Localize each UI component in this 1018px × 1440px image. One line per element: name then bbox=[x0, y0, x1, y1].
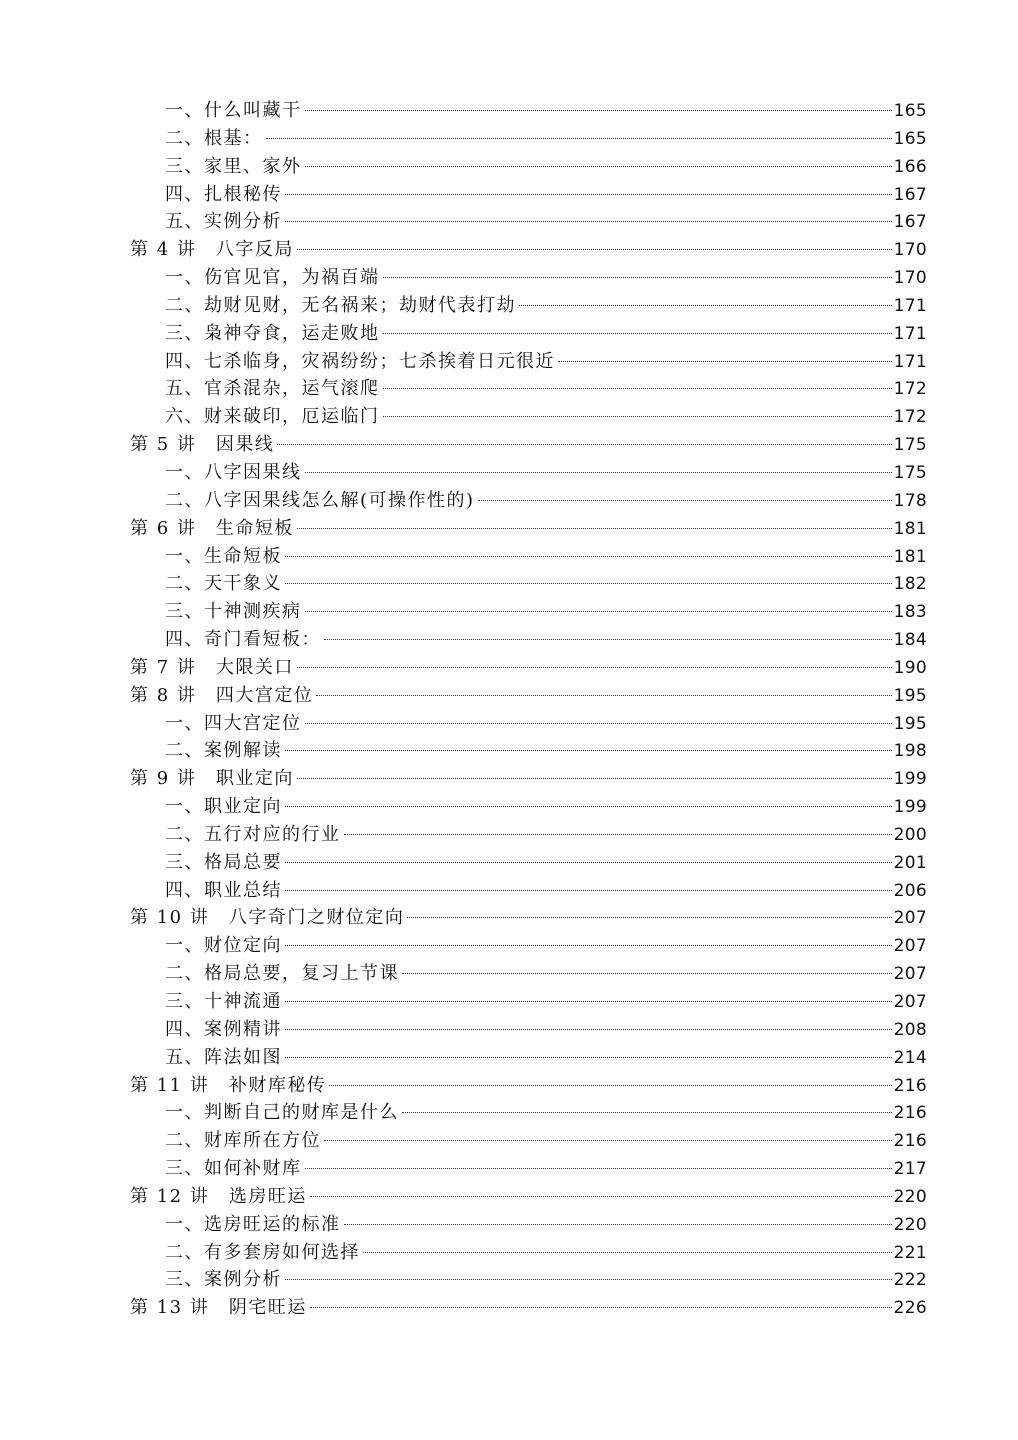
toc-section-entry[interactable] bbox=[130, 932, 927, 960]
toc-entry-title: 四、职业总结 bbox=[165, 879, 282, 901]
toc-dot-leader bbox=[285, 556, 892, 557]
toc-dot-leader bbox=[316, 695, 891, 696]
toc-entry-page-number: 175 bbox=[893, 462, 927, 483]
toc-entry-title: 三、案例分析 bbox=[165, 1269, 282, 1291]
toc-entry-title: 一、四大宫定位 bbox=[165, 712, 302, 734]
toc-section-entry[interactable] bbox=[130, 737, 927, 765]
toc-section-entry[interactable] bbox=[130, 264, 927, 292]
toc-section-entry[interactable] bbox=[130, 598, 927, 626]
toc-entry-page-number: 181 bbox=[893, 546, 927, 567]
toc-dot-leader bbox=[266, 138, 892, 139]
toc-section-entry[interactable] bbox=[130, 1211, 927, 1239]
toc-entry-page-number: 200 bbox=[893, 824, 927, 845]
toc-dot-leader bbox=[383, 416, 892, 417]
toc-entry-title: 一、选房旺运的标准 bbox=[165, 1213, 341, 1235]
toc-dot-leader bbox=[297, 528, 892, 529]
toc-entry-title: 五、实例分析 bbox=[165, 211, 282, 233]
toc-section-entry[interactable] bbox=[130, 1155, 927, 1183]
toc-entry-title: 一、财位定向 bbox=[165, 935, 282, 957]
toc-section-entry[interactable] bbox=[130, 793, 927, 821]
toc-entry-title: 三、格局总要 bbox=[165, 851, 282, 873]
toc-entry-page-number: 216 bbox=[893, 1075, 927, 1096]
toc-dot-leader bbox=[519, 305, 892, 306]
toc-entry-page-number: 199 bbox=[893, 797, 927, 818]
toc-dot-leader bbox=[305, 472, 892, 473]
toc-entry-page-number: 214 bbox=[893, 1047, 927, 1068]
toc-dot-leader bbox=[285, 194, 892, 195]
toc-dot-leader bbox=[383, 333, 892, 334]
toc-entry-title: 第 11 讲 补财库秘传 bbox=[130, 1074, 327, 1096]
toc-dot-leader bbox=[297, 249, 892, 250]
toc-entry-title: 二、案例解读 bbox=[165, 740, 282, 762]
toc-dot-leader bbox=[310, 1307, 892, 1308]
toc-dot-leader bbox=[402, 1112, 892, 1113]
toc-entry-page-number: 178 bbox=[893, 490, 927, 511]
toc-dot-leader bbox=[324, 639, 892, 640]
toc-section-entry[interactable] bbox=[130, 1099, 927, 1127]
toc-entry-title: 三、十神流通 bbox=[165, 991, 282, 1012]
table-of-contents bbox=[130, 97, 927, 1322]
toc-section-entry[interactable] bbox=[130, 570, 927, 598]
toc-chapter-entry[interactable] bbox=[130, 1294, 927, 1322]
toc-entry-page-number: 182 bbox=[893, 574, 927, 595]
toc-entry-title: 五、官杀混杂，运气滚爬 bbox=[165, 378, 380, 400]
toc-entry-title: 四、七杀临身，灾祸纷纷；七杀挨着日元很近 bbox=[165, 350, 555, 372]
toc-entry-page-number: 184 bbox=[893, 630, 927, 651]
toc-entry-title: 一、职业定向 bbox=[165, 796, 282, 818]
toc-entry-page-number: 165 bbox=[893, 101, 927, 121]
toc-entry-title: 四、扎根秘传 bbox=[165, 183, 282, 205]
toc-dot-leader bbox=[285, 221, 892, 222]
toc-section-entry[interactable] bbox=[130, 487, 927, 515]
toc-entry-title: 第 12 讲 选房旺运 bbox=[130, 1185, 307, 1207]
toc-dot-leader bbox=[478, 500, 892, 501]
toc-section-entry[interactable] bbox=[130, 877, 927, 905]
toc-entry-page-number: 222 bbox=[893, 1270, 927, 1291]
toc-dot-leader bbox=[305, 166, 892, 167]
toc-section-entry[interactable] bbox=[130, 710, 927, 738]
toc-chapter-entry[interactable] bbox=[130, 236, 927, 264]
toc-dot-leader bbox=[285, 1029, 892, 1030]
toc-entry-page-number: 170 bbox=[893, 268, 927, 289]
toc-entry-page-number: 175 bbox=[893, 435, 927, 456]
toc-entry-page-number: 207 bbox=[893, 992, 927, 1012]
toc-entry-title: 第 7 讲 大限关口 bbox=[130, 656, 294, 678]
toc-entry-page-number: 198 bbox=[893, 741, 927, 762]
toc-entry-title: 二、格局总要，复习上节课 bbox=[165, 963, 399, 985]
toc-dot-leader bbox=[402, 973, 892, 974]
toc-entry-title: 三、十神测疾病 bbox=[165, 601, 302, 623]
toc-entry-page-number: 206 bbox=[893, 880, 927, 901]
toc-entry-page-number: 220 bbox=[893, 1214, 927, 1235]
toc-entry-title: 二、天干象义 bbox=[165, 573, 282, 595]
toc-chapter-entry[interactable] bbox=[130, 431, 927, 459]
toc-dot-leader bbox=[407, 917, 891, 918]
toc-dot-leader bbox=[285, 945, 892, 946]
toc-entry-title: 第 4 讲 八字反局 bbox=[130, 239, 294, 261]
toc-dot-leader bbox=[324, 1140, 892, 1141]
toc-entry-title: 二、有多套房如何选择 bbox=[165, 1241, 360, 1263]
toc-dot-leader bbox=[285, 890, 892, 891]
toc-chapter-entry[interactable] bbox=[130, 515, 927, 543]
toc-entry-title: 四、奇门看短板： bbox=[165, 629, 321, 651]
toc-dot-leader bbox=[285, 583, 892, 584]
toc-entry-title: 一、生命短板 bbox=[165, 545, 282, 567]
toc-section-entry[interactable] bbox=[130, 181, 927, 209]
toc-entry-title: 四、案例精讲 bbox=[165, 1018, 282, 1040]
toc-section-entry[interactable] bbox=[130, 292, 927, 320]
toc-section-entry[interactable] bbox=[130, 1127, 927, 1155]
toc-section-entry[interactable] bbox=[130, 1266, 927, 1294]
toc-entry-page-number: 171 bbox=[893, 323, 927, 344]
toc-section-entry[interactable] bbox=[130, 960, 927, 988]
toc-entry-page-number: 216 bbox=[893, 1131, 927, 1152]
toc-entry-page-number: 170 bbox=[893, 240, 927, 261]
toc-dot-leader bbox=[285, 862, 892, 863]
toc-entry-title: 第 6 讲 生命短板 bbox=[130, 517, 294, 539]
toc-section-entry[interactable] bbox=[130, 1239, 927, 1267]
toc-entry-page-number: 199 bbox=[893, 769, 927, 790]
toc-section-entry[interactable] bbox=[130, 97, 927, 125]
toc-entry-title: 第 9 讲 职业定向 bbox=[130, 768, 294, 790]
toc-entry-title: 二、劫财见财，无名祸来；劫财代表打劫 bbox=[165, 294, 516, 316]
toc-section-entry[interactable] bbox=[130, 988, 927, 1016]
toc-entry-page-number: 208 bbox=[893, 1019, 927, 1040]
toc-entry-title: 第 13 讲 阴宅旺运 bbox=[130, 1297, 307, 1319]
toc-chapter-entry[interactable] bbox=[130, 654, 927, 682]
toc-entry-page-number: 171 bbox=[893, 351, 927, 372]
toc-entry-page-number: 226 bbox=[893, 1298, 927, 1319]
toc-entry-title: 三、家里、家外 bbox=[165, 155, 302, 177]
toc-entry-title: 二、根基： bbox=[165, 127, 263, 149]
toc-dot-leader bbox=[363, 1252, 892, 1253]
toc-section-entry[interactable] bbox=[130, 1016, 927, 1044]
toc-section-entry[interactable] bbox=[130, 375, 927, 403]
toc-section-entry[interactable] bbox=[130, 626, 927, 654]
toc-entry-title: 二、财库所在方位 bbox=[165, 1130, 321, 1152]
toc-entry-title: 六、财来破印，厄运临门 bbox=[165, 406, 380, 428]
toc-entry-page-number: 217 bbox=[893, 1159, 927, 1180]
toc-dot-leader bbox=[297, 778, 892, 779]
toc-entry-page-number: 171 bbox=[893, 295, 927, 316]
toc-entry-title: 一、伤官见官，为祸百端 bbox=[165, 267, 380, 289]
toc-entry-page-number: 220 bbox=[893, 1186, 927, 1207]
toc-entry-page-number: 165 bbox=[893, 128, 927, 149]
toc-entry-title: 三、枭神夺食，运走败地 bbox=[165, 322, 380, 344]
toc-dot-leader bbox=[344, 1224, 892, 1225]
toc-chapter-entry[interactable] bbox=[130, 1183, 927, 1211]
toc-dot-leader bbox=[285, 806, 892, 807]
toc-section-entry[interactable] bbox=[130, 1044, 927, 1072]
toc-entry-title: 五、阵法如图 bbox=[165, 1046, 282, 1068]
toc-entry-page-number: 190 bbox=[893, 657, 927, 678]
toc-dot-leader bbox=[310, 1196, 892, 1197]
toc-chapter-entry[interactable] bbox=[130, 904, 927, 932]
toc-section-entry[interactable] bbox=[130, 403, 927, 431]
toc-entry-page-number: 181 bbox=[893, 518, 927, 539]
toc-dot-leader bbox=[285, 750, 892, 751]
toc-entry-title: 第 5 讲 因果线 bbox=[130, 434, 275, 456]
toc-dot-leader bbox=[297, 667, 892, 668]
toc-entry-page-number: 172 bbox=[893, 407, 927, 428]
toc-entry-page-number: 216 bbox=[893, 1103, 927, 1124]
toc-entry-page-number: 207 bbox=[893, 964, 927, 985]
toc-dot-leader bbox=[383, 388, 892, 389]
toc-section-entry[interactable] bbox=[130, 459, 927, 487]
toc-entry-title: 一、什么叫藏干 bbox=[165, 100, 302, 121]
toc-chapter-entry[interactable] bbox=[130, 1072, 927, 1100]
toc-dot-leader bbox=[285, 1001, 892, 1002]
toc-entry-title: 三、如何补财库 bbox=[165, 1158, 302, 1180]
toc-entry-page-number: 172 bbox=[893, 379, 927, 400]
toc-entry-title: 第 10 讲 八字奇门之财位定向 bbox=[130, 907, 405, 929]
toc-chapter-entry[interactable] bbox=[130, 682, 927, 710]
toc-entry-page-number: 167 bbox=[893, 212, 927, 233]
toc-dot-leader bbox=[558, 361, 892, 362]
toc-entry-title: 一、八字因果线 bbox=[165, 461, 302, 483]
toc-section-entry[interactable] bbox=[130, 125, 927, 153]
toc-dot-leader bbox=[285, 1057, 892, 1058]
toc-section-entry[interactable] bbox=[130, 849, 927, 877]
toc-entry-page-number: 207 bbox=[893, 908, 927, 929]
toc-dot-leader bbox=[344, 834, 892, 835]
toc-entry-page-number: 207 bbox=[893, 936, 927, 957]
toc-dot-leader bbox=[285, 1279, 892, 1280]
toc-section-entry[interactable] bbox=[130, 543, 927, 571]
toc-entry-title: 一、判断自己的财库是什么 bbox=[165, 1102, 399, 1124]
toc-section-entry[interactable] bbox=[130, 208, 927, 236]
toc-entry-page-number: 195 bbox=[893, 685, 927, 706]
toc-entry-title: 二、五行对应的行业 bbox=[165, 823, 341, 845]
toc-entry-page-number: 183 bbox=[893, 602, 927, 623]
toc-entry-title: 二、八字因果线怎么解(可操作性的) bbox=[165, 489, 475, 511]
toc-section-entry[interactable] bbox=[130, 821, 927, 849]
toc-dot-leader bbox=[383, 277, 892, 278]
toc-chapter-entry[interactable] bbox=[130, 765, 927, 793]
toc-section-entry[interactable] bbox=[130, 348, 927, 376]
toc-dot-leader bbox=[305, 1168, 892, 1169]
toc-entry-page-number: 201 bbox=[893, 852, 927, 873]
toc-dot-leader bbox=[277, 444, 891, 445]
toc-entry-page-number: 167 bbox=[893, 184, 927, 205]
toc-dot-leader bbox=[305, 611, 892, 612]
toc-dot-leader bbox=[305, 110, 892, 111]
toc-entry-page-number: 195 bbox=[893, 713, 927, 734]
toc-entry-page-number: 166 bbox=[893, 156, 927, 177]
toc-section-entry[interactable] bbox=[130, 320, 927, 348]
toc-entry-title: 第 8 讲 四大宫定位 bbox=[130, 684, 314, 706]
toc-section-entry[interactable] bbox=[130, 153, 927, 181]
toc-entry-page-number: 221 bbox=[893, 1242, 927, 1263]
toc-dot-leader bbox=[305, 723, 892, 724]
toc-dot-leader bbox=[329, 1085, 891, 1086]
